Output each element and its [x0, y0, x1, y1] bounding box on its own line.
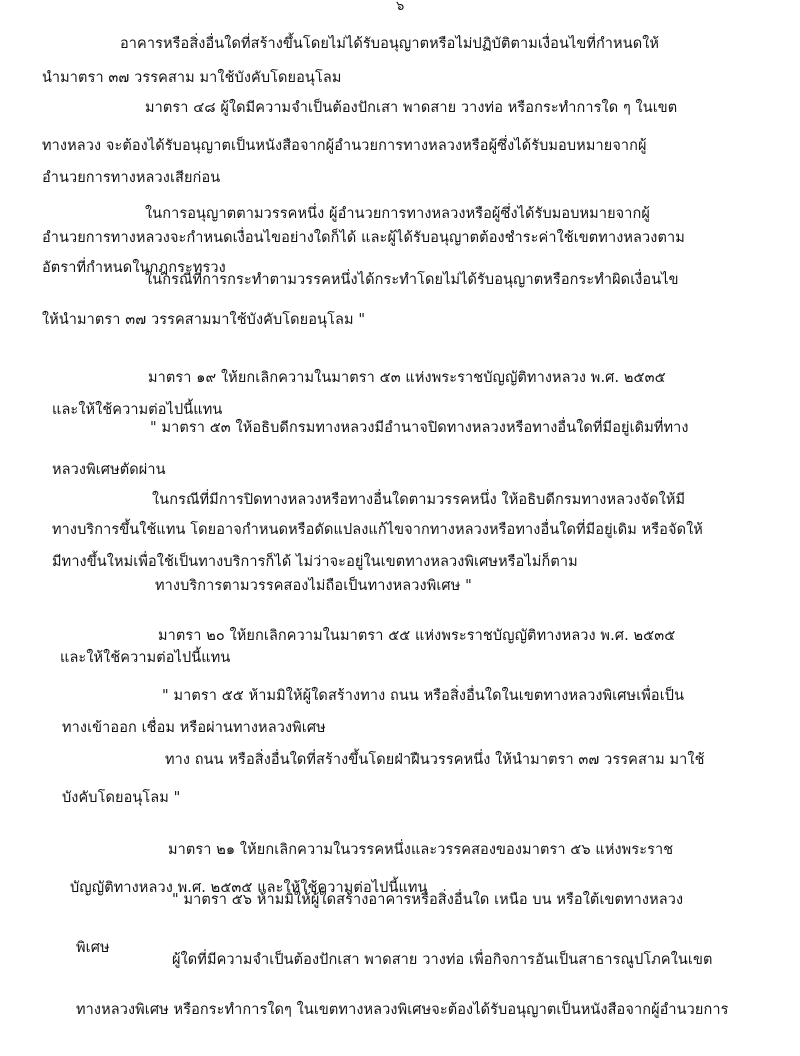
- paragraph-line: ทาง ถนน หรือสิ่งอื่นใดที่สร้างขึ้นโดยฝ่าฝืนวรรคหนึ่ง ให้นำมาตรา ๓๗ วรรคสาม มาใช้: [165, 752, 705, 768]
- quoted-section-56: " มาตรา ๕๖ ห้ามมิให้ผู้ใดสร้างอาคารหรือสิ่งอื่นใด เหนือ บน หรือใต้เขตทางหลวง: [172, 892, 684, 908]
- paragraph-line: พิเศษ: [76, 940, 110, 956]
- paragraph-line: ทางหลวง จะต้องได้รับอนุญาตเป็นหนังสือจากผู้อำนวยการทางหลวงหรือผู้ซึ่งได้รับมอบหมายจากผู้: [42, 138, 647, 154]
- paragraph-line: ทางบริการตามวรรคสองไม่ถือเป็นทางหลวงพิเศษ ": [155, 578, 472, 594]
- paragraph-line: อำนวยการทางหลวงจะกำหนดเงื่อนไขอย่างใดก็ได้ และผู้ได้รับอนุญาตต้องชำระค่าใช้เขตทางหลวงตาม: [42, 230, 685, 246]
- paragraph-line: ในการอนุญาตตามวรรคหนึ่ง ผู้อำนวยการทางหลวงหรือผู้ซึ่งได้รับมอบหมายจากผู้: [145, 206, 650, 222]
- paragraph-line: อาคารหรือสิ่งอื่นใดที่สร้างขึ้นโดยไม่ได้รับอนุญาตหรือไม่ปฏิบัติตามเงื่อนไขที่กำหนดให้: [120, 36, 660, 52]
- paragraph-line: และให้ใช้ความต่อไปนี้แทน: [52, 402, 223, 418]
- section-heading-48: มาตรา ๔๘ ผู้ใดมีความจำเป็นต้องปักเสา พาดสาย วางท่อ หรือกระทำการใด ๆ ในเขต: [145, 100, 678, 116]
- quoted-section-53: " มาตรา ๕๓ ให้อธิบดีกรมทางหลวงมีอำนาจปิดทางหลวงหรือทางอื่นใดที่มีอยู่เดิมที่ทาง: [150, 420, 689, 436]
- paragraph-line: ในกรณีที่มีการปิดทางหลวงหรือทางอื่นใดตามวรรคหนึ่ง ให้อธิบดีกรมทางหลวงจัดให้มี: [152, 492, 686, 508]
- paragraph-line: บัญญัติทางหลวง พ.ศ. ๒๕๓๕ และให้ใช้ความต่อไปนี้แทน: [70, 880, 428, 896]
- section-heading-21: มาตรา ๒๑ ให้ยกเลิกความในวรรคหนึ่งและวรรคสองของมาตรา ๕๖ แห่งพระราช: [168, 842, 674, 858]
- paragraph-line: นำมาตรา ๓๗ วรรคสาม มาใช้บังคับโดยอนุโลม: [42, 70, 342, 86]
- paragraph-line: และให้ใช้ความต่อไปนี้แทน: [60, 650, 231, 666]
- paragraph-line: บังคับโดยอนุโลม ": [62, 790, 181, 806]
- paragraph-line: ทางบริการขึ้นใช้แทน โดยอาจกำหนดหรือดัดแปลงแก้ไขจากทางหลวงหรือทางอื่นใดที่มีอยู่เดิม หรือจัดให้: [52, 522, 703, 538]
- paragraph-line: ทางเข้าออก เชื่อม หรือผ่านทางหลวงพิเศษ: [62, 720, 326, 736]
- page-number: ๖: [396, 0, 405, 14]
- section-heading-19: มาตรา ๑๙ ให้ยกเลิกความในมาตรา ๕๓ แห่งพระราชบัญญัติทางหลวง พ.ศ. ๒๕๓๕: [148, 370, 666, 386]
- paragraph-line: ให้นำมาตรา ๓๗ วรรคสามมาใช้บังคับโดยอนุโลม ": [42, 312, 366, 328]
- paragraph-line: ผู้ใดที่มีความจำเป็นต้องปักเสา พาดสาย วางท่อ เพื่อกิจการอันเป็นสาธารณูปโภคในเขต: [172, 952, 713, 968]
- paragraph-line: อำนวยการทางหลวงเสียก่อน: [42, 170, 221, 186]
- paragraph-line: หลวงพิเศษตัดผ่าน: [52, 462, 166, 478]
- quoted-section-55: " มาตรา ๕๕ ห้ามมิให้ผู้ใดสร้างทาง ถนน หรือสิ่งอื่นใดในเขตทางหลวงพิเศษเพื่อเป็น: [162, 688, 685, 704]
- section-heading-20: มาตรา ๒๐ ให้ยกเลิกความในมาตรา ๕๕ แห่งพระราชบัญญัติทางหลวง พ.ศ. ๒๕๓๕: [158, 628, 676, 644]
- paragraph-line: อัตราที่กำหนดในกฎกระทรวง: [42, 260, 226, 276]
- paragraph-line: ทางหลวงพิเศษ หรือกระทำการใดๆ ในเขตทางหลวงพิเศษจะต้องได้รับอนุญาตเป็นหนังสือจากผู้อำนวยการ: [76, 1002, 729, 1018]
- paragraph-line: ในกรณีที่การกระทำตามวรรคหนึ่งได้กระทำโดยไม่ได้รับอนุญาตหรือกระทำผิดเงื่อนไข: [145, 272, 679, 288]
- paragraph-line: มีทางขึ้นใหม่เพื่อใช้เป็นทางบริการก็ได้ ไม่ว่าจะอยู่ในเขตทางหลวงพิเศษหรือไม่ก็ตาม: [52, 554, 578, 570]
